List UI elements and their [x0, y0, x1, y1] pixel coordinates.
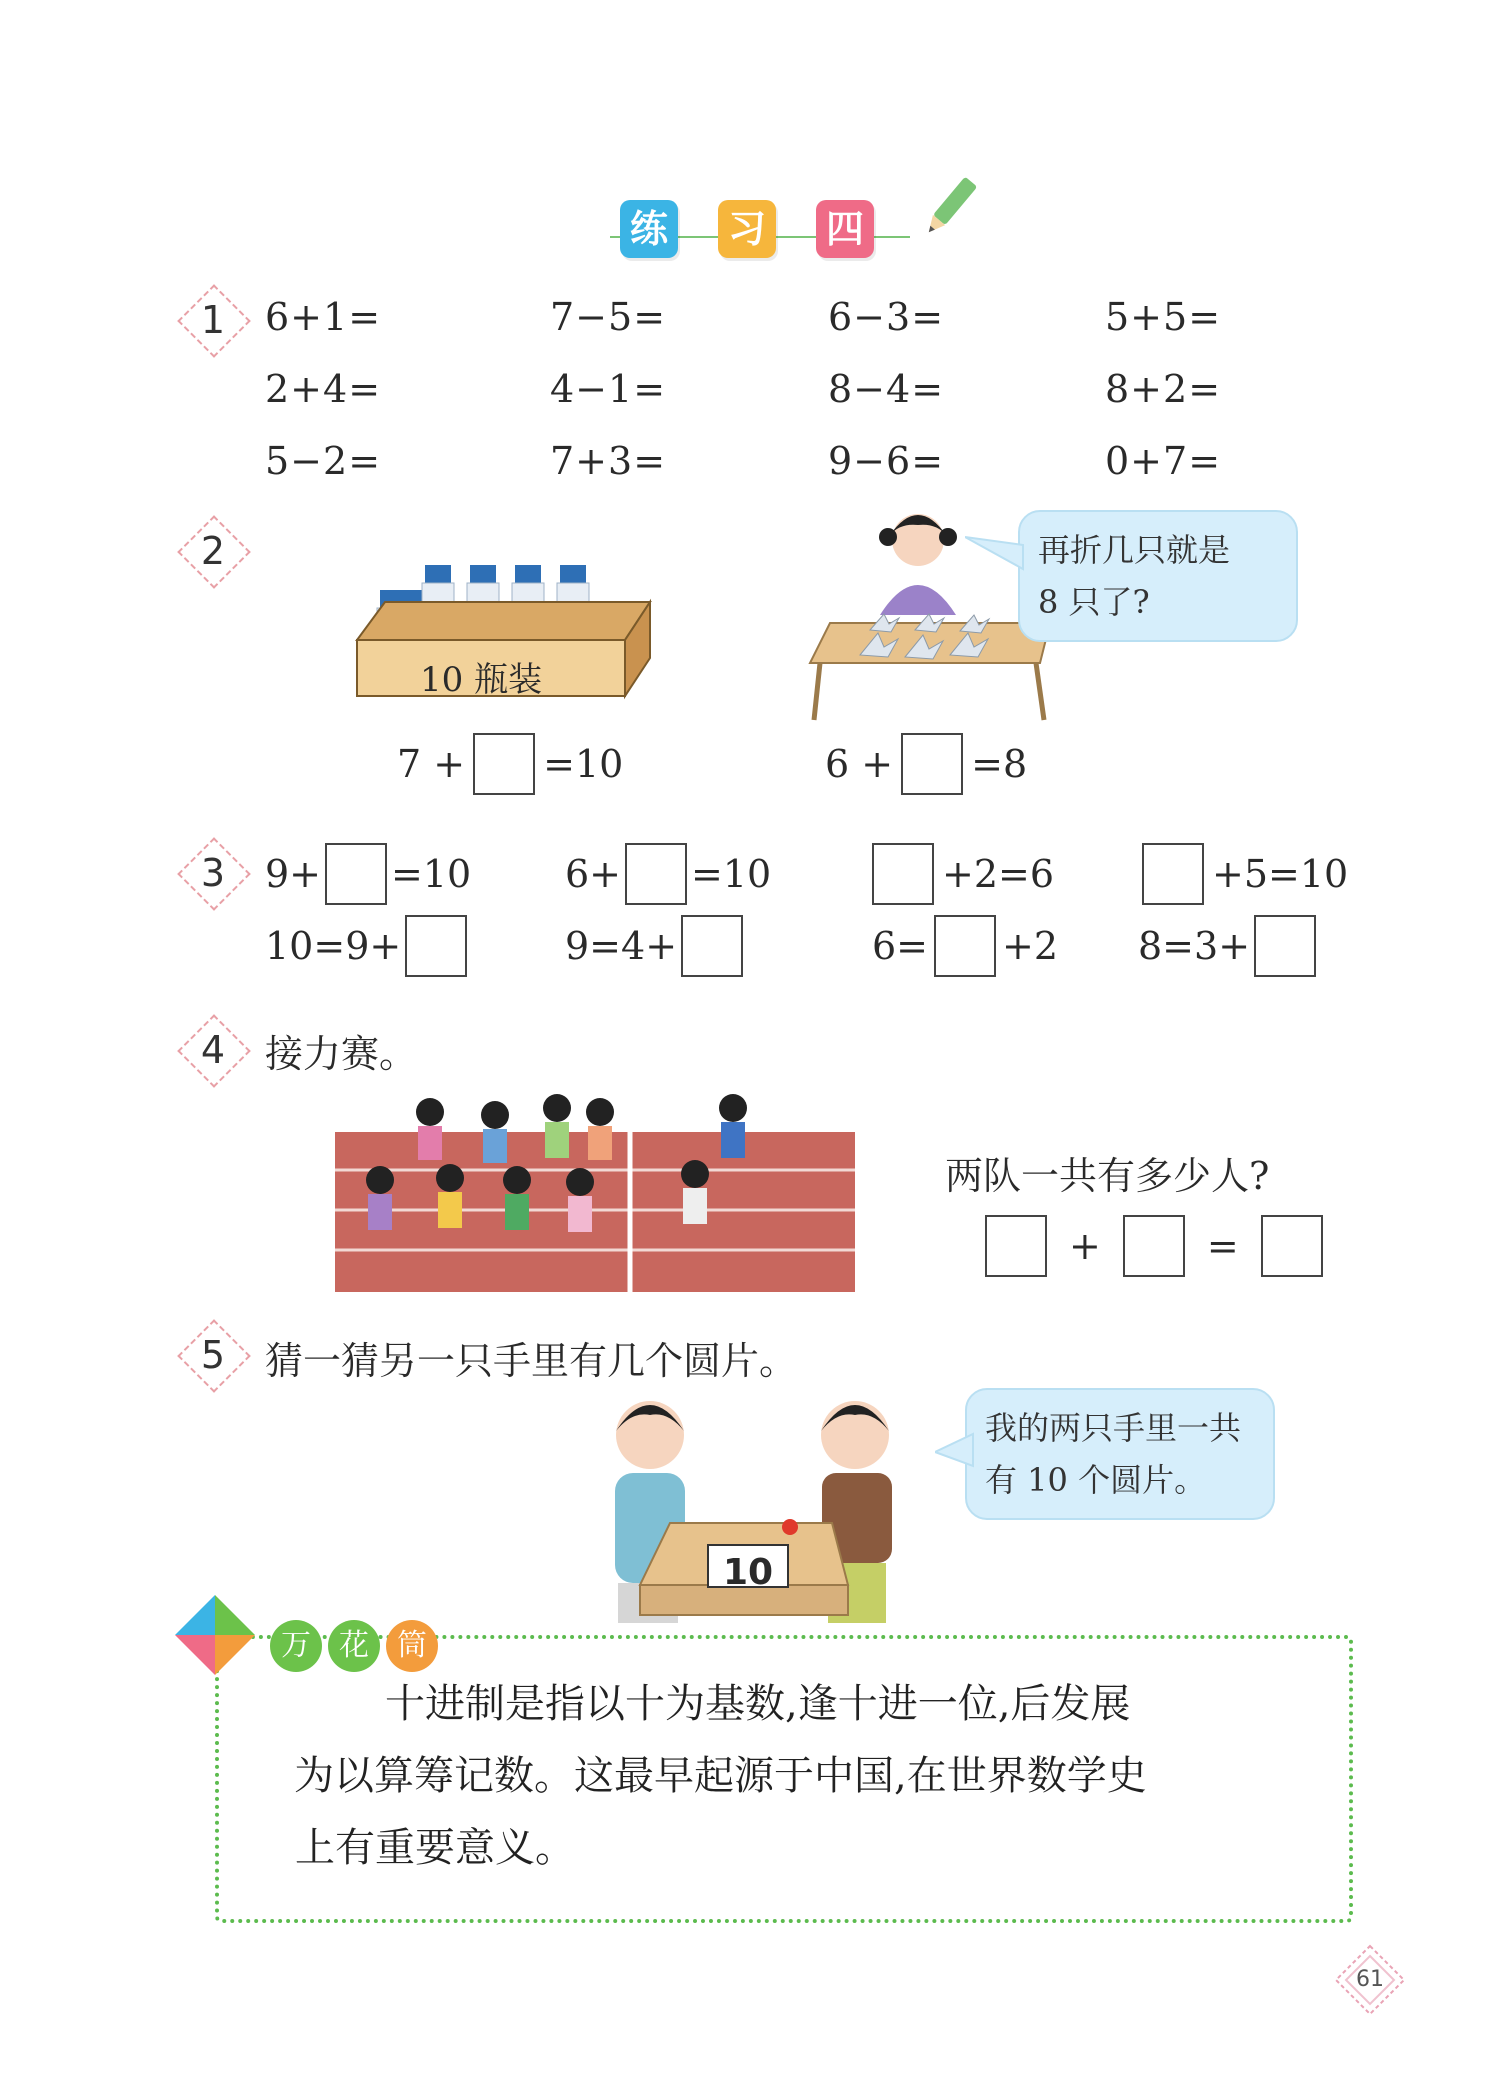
wanhuatong-char-2: 花 — [328, 1620, 380, 1672]
answer-box[interactable] — [405, 915, 467, 977]
exercise-title — [600, 190, 980, 280]
ex1-row2-col1: 2+4= — [265, 367, 382, 411]
title-char-2: 习 — [718, 200, 776, 258]
pinwheel-icon — [175, 1595, 255, 1675]
exercise-number-3: 3 — [178, 838, 248, 908]
wanhuatong-char-3: 筒 — [386, 1620, 438, 1672]
exercise-number-4: 4 — [178, 1015, 248, 1085]
ex1-row2-col3: 8−4= — [828, 367, 945, 411]
ex1-row1-col1: 6+1= — [265, 295, 382, 339]
ex3-r1-c1: 9+ =10 — [265, 843, 471, 905]
ex1-row3-col2: 7+3= — [550, 439, 667, 483]
answer-box[interactable] — [934, 915, 996, 977]
title-char-3: 四 — [816, 200, 874, 258]
wanhuatong-line-1: 十进制是指以十为基数,逢十进一位,后发展 — [385, 1681, 1131, 1727]
answer-box[interactable] — [1123, 1215, 1185, 1277]
pencil-icon — [920, 172, 980, 242]
ex2-equation-left: 7 + =10 — [397, 733, 623, 795]
answer-box[interactable] — [985, 1215, 1047, 1277]
ex3-r1-c2: 6+ =10 — [565, 843, 771, 905]
answer-box[interactable] — [681, 915, 743, 977]
ex1-row3-col1: 5−2= — [265, 439, 382, 483]
number-card: 10 — [722, 1552, 774, 1593]
speech-tail — [965, 535, 1025, 575]
ex3-r2-c1: 10=9+ — [265, 915, 471, 977]
ex3-r2-c4: 8=3+ — [1138, 915, 1320, 977]
answer-box[interactable] — [1261, 1215, 1323, 1277]
ex1-row1-col2: 7−5= — [550, 295, 667, 339]
ex1-row2-col4: 8+2= — [1105, 367, 1222, 411]
exercise-number-2: 2 — [178, 516, 248, 586]
ex3-r2-c3: 6= +2 — [872, 915, 1058, 977]
ex3-r1-c4: +5=10 — [1142, 843, 1348, 905]
ex1-row2-col2: 4−1= — [550, 367, 667, 411]
ex3-r1-c3: +2=6 — [872, 843, 1054, 905]
ex4-question: 两队一共有多少人? — [945, 1154, 1270, 1198]
ex2-equation-right: 6 + =8 — [825, 733, 1027, 795]
answer-box[interactable] — [901, 733, 963, 795]
ex4-title: 接力赛。 — [265, 1032, 418, 1076]
answer-box[interactable] — [1142, 843, 1204, 905]
answer-box[interactable] — [325, 843, 387, 905]
ex3-r2-c2: 9=4+ — [565, 915, 747, 977]
answer-box[interactable] — [625, 843, 687, 905]
ex1-row3-col3: 9−6= — [828, 439, 945, 483]
exercise-number-5: 5 — [178, 1320, 248, 1390]
wanhuatong-char-1: 万 — [270, 1620, 322, 1672]
wanhuatong-text — [295, 1668, 1305, 1884]
speech-tail — [935, 1430, 975, 1470]
relay-race-illustration — [335, 1090, 855, 1295]
speech-bubble-boy: 我的两只手里一共 有 10 个圆片。 — [965, 1388, 1275, 1520]
answer-box[interactable] — [473, 733, 535, 795]
page-number-badge: 61 — [1330, 1940, 1410, 2020]
answer-box[interactable] — [872, 843, 934, 905]
ex1-row1-col4: 5+5= — [1105, 295, 1222, 339]
ex4-equation: + = — [985, 1215, 1323, 1277]
wanhuatong-line-3: 上有重要意义。 — [295, 1825, 575, 1871]
wanhuatong-line-2: 为以算筹记数。这最早起源于中国,在世界数学史 — [294, 1753, 1147, 1799]
ex1-row1-col3: 6−3= — [828, 295, 945, 339]
title-char-1: 练 — [620, 200, 678, 258]
answer-box[interactable] — [1254, 915, 1316, 977]
ex5-title: 猜一猜另一只手里有几个圆片。 — [265, 1339, 798, 1383]
crate-label: 10 瓶装 — [420, 660, 543, 700]
ex1-row3-col4: 0+7= — [1105, 439, 1222, 483]
speech-bubble-girl: 再折几只就是 8 只了? — [1018, 510, 1298, 642]
exercise-number-1: 1 — [178, 285, 248, 355]
